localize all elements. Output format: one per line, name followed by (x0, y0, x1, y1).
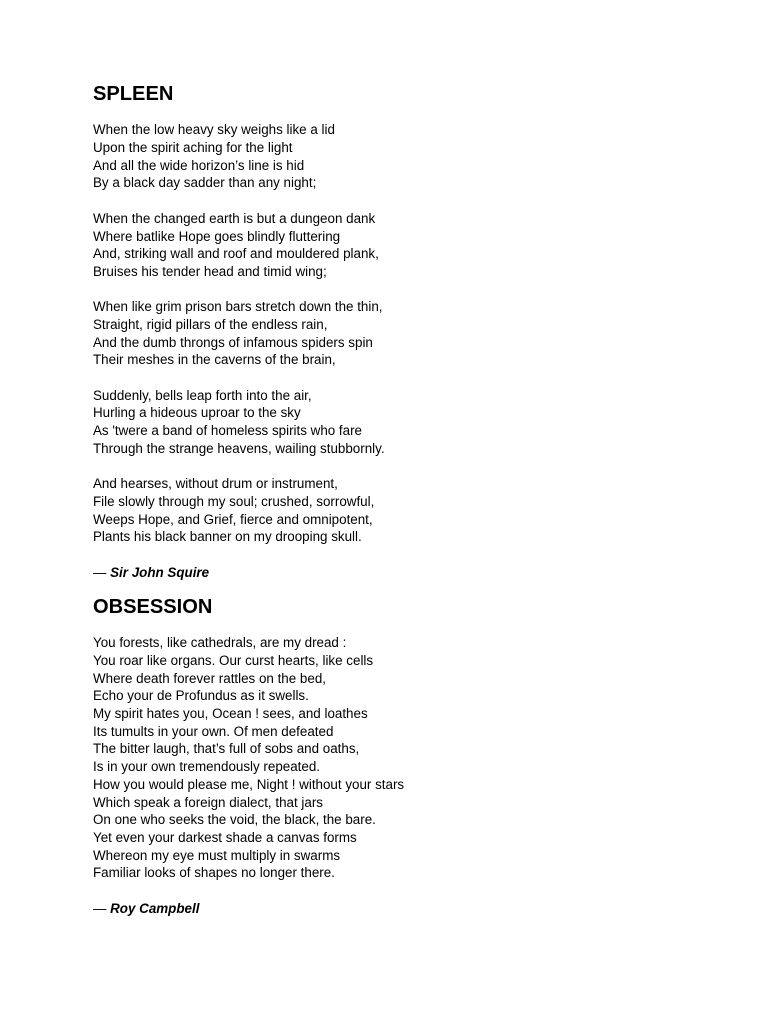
poem-line: And hearses, without drum or instrument, (93, 476, 338, 492)
poem-line: When like grim prison bars stretch down the thin, (93, 299, 383, 315)
poem-line: As 'twere a band of homeless spirits who fare (93, 423, 363, 439)
poem-attribution (93, 564, 693, 582)
poem-line: And, striking wall and roof and mouldered plank, (93, 246, 379, 262)
poem-line: My spirit hates you, Ocean ! sees, and loathes (93, 706, 368, 722)
stanza (93, 387, 693, 458)
poem-line: Upon the spirit aching for the light (93, 140, 293, 156)
poem-line: And the dumb throngs of infamous spiders spin (93, 334, 373, 350)
poem-line: How you would please me, Night ! without your stars (93, 776, 405, 792)
poem-line: When the low heavy sky weighs like a lid (93, 122, 335, 138)
poem-line: Its tumults in your own. Of men defeated (93, 723, 334, 739)
poem-line: And all the wide horizon’s line is hid (93, 157, 305, 173)
poem-obsession (93, 595, 693, 917)
poem-line: Where death forever rattles on the bed, (93, 670, 326, 686)
poem-line: You forests, like cathedrals, are my dread : (93, 635, 347, 651)
poem-title: SPLEEN (93, 83, 174, 105)
poem-line: Echo your de Profundus as it swells. (93, 688, 309, 704)
attribution-dash: — (93, 564, 107, 580)
poem-title: OBSESSION (93, 595, 213, 618)
poem-line: The bitter laugh, that’s full of sobs and oaths, (93, 741, 360, 757)
poem-line: Where batlike Hope goes blindly fluttering (93, 228, 341, 244)
stanza (93, 121, 693, 192)
poem-line: Through the strange heavens, wailing stubbornly. (93, 440, 385, 456)
poem-line: On one who seeks the void, the black, the bare. (93, 812, 376, 828)
poem-line: Whereon my eye must multiply in swarms (93, 847, 341, 863)
stanza (93, 634, 693, 882)
poem-line: Weeps Hope, and Grief, fierce and omnipotent, (93, 511, 373, 527)
document-page (93, 83, 693, 917)
poem-attribution (93, 900, 693, 918)
author-name: Roy Campbell (110, 900, 200, 916)
poem-line: Suddenly, bells leap forth into the air, (93, 387, 312, 403)
poem-line: File slowly through my soul; crushed, sorrowful, (93, 493, 375, 509)
stanza (93, 210, 693, 281)
poem-line: Which speak a foreign dialect, that jars (93, 794, 323, 810)
poem-line: Yet even your darkest shade a canvas forms (93, 829, 357, 845)
poem-line: Is in your own tremendously repeated. (93, 759, 321, 775)
poem-line: When the changed earth is but a dungeon dank (93, 210, 376, 226)
stanza (93, 298, 693, 369)
poem-line: Plants his black banner on my drooping skull. (93, 529, 362, 545)
poem-line: Familiar looks of shapes no longer there. (93, 865, 335, 881)
poem-line: By a black day sadder than any night; (93, 175, 317, 191)
poem-line: You roar like organs. Our curst hearts, like cells (93, 653, 374, 668)
author-name: Sir John Squire (110, 564, 210, 580)
poem-line: Bruises his tender head and timid wing; (93, 263, 327, 279)
poem-spleen (93, 83, 693, 581)
poem-line: Straight, rigid pillars of the endless rain, (93, 316, 328, 332)
poem-line: Their meshes in the caverns of the brain, (93, 352, 336, 368)
stanza (93, 475, 693, 546)
attribution-dash: — (93, 900, 107, 916)
poem-line: Hurling a hideous uproar to the sky (93, 405, 301, 421)
